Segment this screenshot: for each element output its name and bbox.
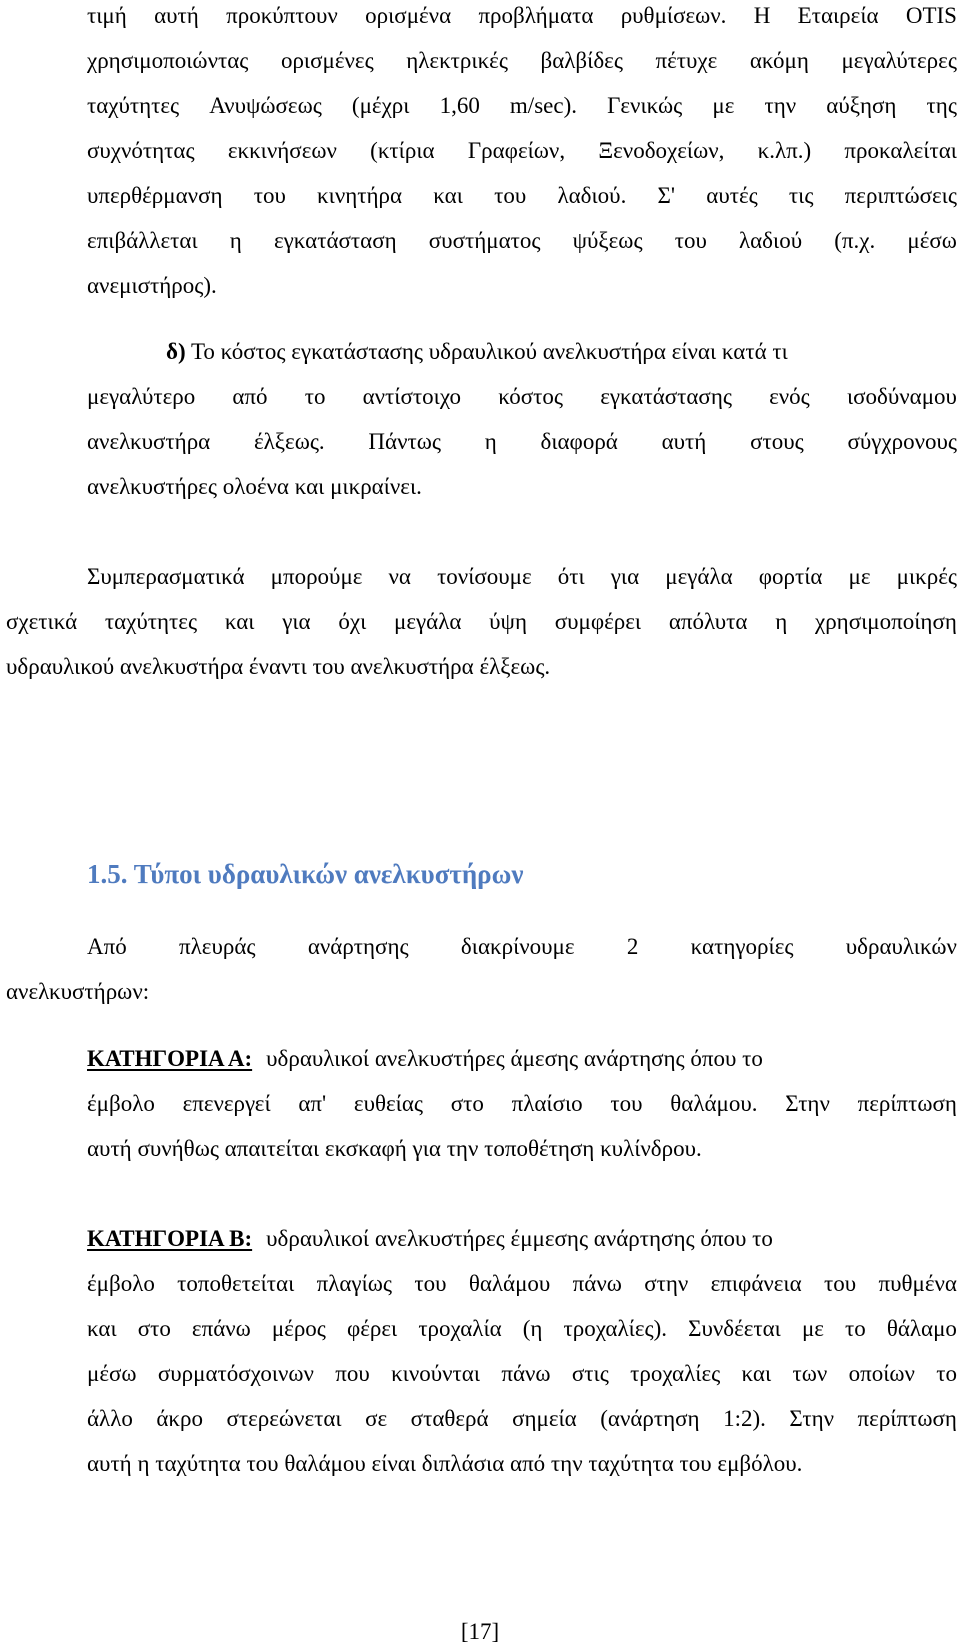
section-heading (87, 858, 523, 890)
text-line: υδραυλικού ανελκυστήρα έναντι του ανελκυστήρα έλξεως. (6, 654, 551, 679)
section-title: Τύποι υδραυλικών ανελκυστήρων (133, 859, 524, 889)
text-line: τιμή αυτή προκύπτουν ορισμένα προβλήματα ρυθμίσεων. Η Εταιρεία OTIS (87, 3, 957, 28)
text-line: μεγαλύτερο από το αντίστοιχο κόστος εγκατάστασης ενός ισοδύναμου (87, 384, 957, 409)
text-line (87, 1045, 957, 1073)
text-line: σχετικά ταχύτητες και για όχι μεγάλα ύψη συμφέρει απόλυτα η χρησιμοποίηση (6, 609, 957, 634)
category-b-first-line: υδραυλικοί ανελκυστήρες έμμεσης ανάρτησης όπου το (266, 1226, 773, 1251)
text-line: άλλο άκρο στερεώνεται σε σταθερά σημεία (ανάρτηση 1:2). Στην περίπτωση (87, 1406, 957, 1431)
item-text: Το κόστος εγκατάστασης υδραυλικού ανελκυστήρα είναι κατά τι (190, 339, 788, 364)
item-marker: δ) (166, 339, 186, 364)
text-line (166, 338, 788, 366)
category-a-label: ΚΑΤΗΓΟΡΙΑ Α: (87, 1046, 253, 1071)
text-line: έμβολο επενεργεί απ' ευθείας στο πλαίσιο του θαλάμου. Στην περίπτωση (87, 1091, 957, 1116)
text-line: ανελκυστήρα έλξεως. Πάντως η διαφορά αυτή στους σύγχρονους (87, 429, 957, 454)
text-line: ανεμιστήρος). (87, 273, 217, 298)
text-line: χρησιμοποιώντας ορισμένες ηλεκτρικές βαλβίδες πέτυχε ακόμη μεγαλύτερες (87, 48, 957, 73)
section-number: 1.5. (87, 859, 128, 889)
text-line: μέσω συρματόσχοινων που κινούνται πάνω στις τροχαλίες και των οποίων το (87, 1361, 957, 1386)
text-line: έμβολο τοποθετείται πλαγίως του θαλάμου πάνω στην επιφάνεια του πυθμένα (87, 1271, 957, 1296)
text-line-content: Συμπερασματικά μπορούμε να τονίσουμε ότι για μεγάλα φορτία με μικρές (87, 564, 957, 589)
text-line: αυτή συνήθως απαιτείται εκσκαφή για την τοποθέτηση κυλίνδρου. (87, 1136, 702, 1161)
page-number: [17] (460, 1619, 500, 1644)
text-line: συχνότητας εκκινήσεων (κτίρια Γραφείων, Ξενοδοχείων, κ.λπ.) προκαλείται (87, 138, 957, 163)
text-line: αυτή η ταχύτητα του θαλάμου είναι διπλάσια από την ταχύτητα του εμβόλου. (87, 1451, 803, 1476)
text-line: και στο επάνω μέρος φέρει τροχαλία (η τροχαλίες). Συνδέεται με το θάλαμο (87, 1316, 957, 1341)
category-a-first-line: υδραυλικοί ανελκυστήρες άμεσης ανάρτησης όπου το (266, 1046, 763, 1071)
text-line (87, 1225, 957, 1253)
text-line: ανελκυστήρες ολοένα και μικραίνει. (87, 474, 422, 499)
category-b-label: ΚΑΤΗΓΟΡΙΑ Β: (87, 1226, 253, 1251)
text-line (87, 563, 957, 591)
text-line: ανελκυστήρων: (6, 979, 150, 1004)
text-line: Από πλευράς ανάρτησης διακρίνουμε 2 κατηγορίες υδραυλικών (87, 934, 957, 959)
text-line: επιβάλλεται η εγκατάσταση συστήματος ψύξεως του λαδιού (π.χ. μέσω (87, 228, 957, 253)
text-line: υπερθέρμανση του κινητήρα και του λαδιού. Σ' αυτές τις περιπτώσεις (87, 183, 957, 208)
text-line: ταχύτητες Ανυψώσεως (μέχρι 1,60 m/sec). Γενικώς με την αύξηση της (87, 93, 957, 118)
